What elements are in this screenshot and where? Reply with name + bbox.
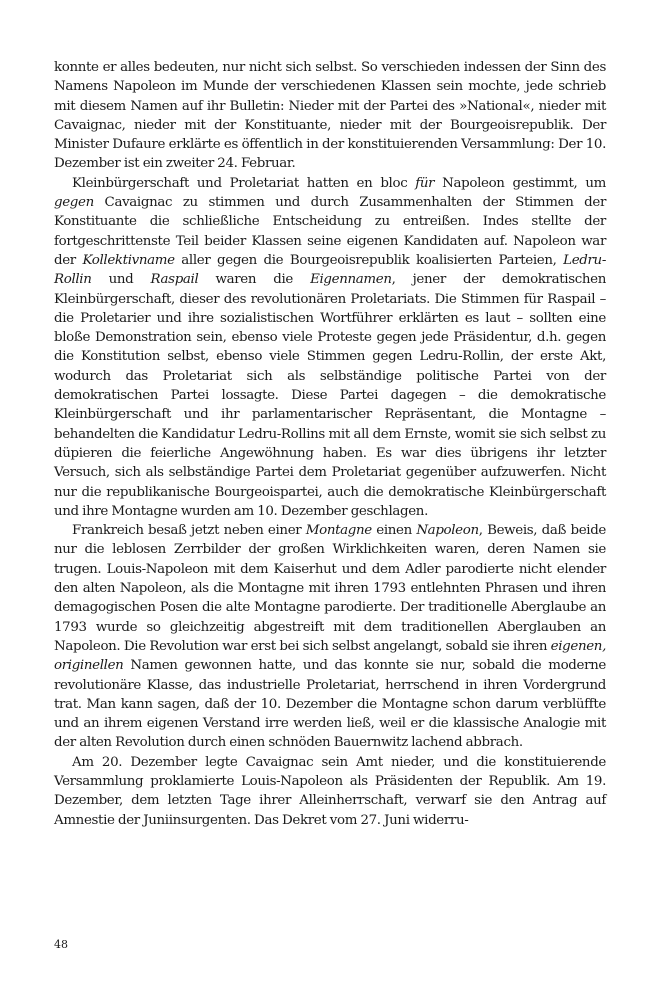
text-segment: Frankreich besaß jetzt neben einer (72, 523, 306, 539)
emphasis: Ledru-Rollin (54, 252, 606, 288)
text-segment: Am 20. Dezember legte Cavaignac sein Amt nieder, und die konstituierende Versammlung proklamierte Louis-Napoleon als Präsidenten der Republik. Am 19. Dezember, dem letzten Tage ihrer Alleinherrschaft, verwarf sie den Antrag auf Amnestie der Juniinsurgenten. Das Dekret vom 27. Juni widerru- (54, 754, 606, 828)
text-segment: und (91, 272, 151, 288)
emphasis: Raspail (150, 272, 199, 288)
paragraph-2 (54, 174, 606, 521)
emphasis: Eigennamen (310, 272, 392, 288)
text-segment: Kleinbürgerschaft und Proletariat hatten en bloc (72, 175, 416, 191)
emphasis: Kollektivname (82, 252, 175, 268)
page-number: 48 (54, 938, 68, 951)
text-segment: Namen gewonnen hatte, und das konnte sie nur, sobald die moderne revolutionäre Klasse, das industrielle Proletariat, herrschend in ihren Vordergrund trat. Man kann sagen, daß der 10. Dezember die Montagne schon darum verblüffte und an ihrem eigenen Verstand irre werden ließ, weil er die klassische Analogie mit der alten Revolution durch einen schnöden Bauernwitz lachend abbrach. (54, 658, 606, 751)
page-body (54, 58, 606, 830)
emphasis: eigenen, originellen (54, 638, 606, 674)
text-segment: , jener der demokratischen Kleinbürgerschaft, dieser des revolutionären Proletariats. Die Stimmen für Raspail – die Proletarier und ihre sozialistischen Wortführer erklärten es laut – sollten eine bloße Demonstration sein, ebenso viele Proteste gegen jede Präsidentur, d.h. gegen die Konstitution selbst, ebenso viele Stimmen gegen Ledru-Rollin, der erste Akt, wodurch das Proletariat sich als selbständige politische Partei von der demokratischen Partei lossagte. Diese Partei dagegen – die demokratische Kleinbürgerschaft und ihr parlamentarischer Repräsentant, die Montagne – behandelten die Kandidatur Ledru-Rollins mit all dem Ernste, womit sie sich selbst zu düpieren die feierliche Angewöhnung haben. Es war dies übrigens ihr letzter Versuch, sich als selbständige Partei dem Proletariat gegenüber aufzuwerfen. Nicht nur die republikanische Bourgeoispartei, auch die demokratische Kleinbürgerschaft und ihre Montagne wurden am 10. Dezember geschlagen. (54, 272, 606, 519)
emphasis: gegen (54, 195, 94, 211)
text-segment: konnte er alles bedeuten, nur nicht sich selbst. So verschieden indessen der Sinn des Namens Napoleon im Munde der verschiedenen Klassen sein mochte, jede schrieb mit diesem Namen auf ihr Bulletin: Nieder mit der Partei des »National«, nieder mit Cavaignac, nieder mit der Konstituante, nieder mit der Bourgeoisrepublik. Der Minister Dufaure erklärte es öffentlich in der konstituierenden Versammlung: Der 10. Dezember ist ein zweiter 24. Februar. (54, 60, 606, 172)
emphasis: Montagne (305, 523, 372, 539)
paragraph-1 (54, 58, 606, 174)
text-segment: Napoleon gestimmt, um (434, 175, 606, 191)
emphasis: Napoleon (416, 523, 479, 539)
text-segment: einen (371, 523, 417, 539)
text-segment: , Beweis, daß beide nur die leblosen Zerrbilder der großen Wirklichkeiten waren, deren Namen sie trugen. Louis-Napoleon mit dem Kaiserhut und dem Adler parodierte nicht elender den alten Napoleon, als die Montagne mit ihren 1793 entlehnten Phrasen und ihren demagogischen Posen die alte Montagne parodierte. Der traditionelle Aberglaube an 1793 wurde so gleichzeitig abgestreift mit dem traditionellen Aberglauben an Napoleon. Die Revolution war erst bei sich selbst angelangt, sobald sie ihren (54, 523, 606, 654)
text-segment: aller gegen die Bourgeoisrepublik koalisierten Parteien, (174, 252, 564, 268)
text-segment: Cavaignac zu stimmen und durch Zusammenhalten der Stimmen der Konstituante die schließliche Entscheidung zu entreißen. Indes stellte der fortgeschrittenste Teil beider Klassen seine eigenen Kandidaten auf. Napoleon war der (54, 195, 606, 268)
text-segment: waren die (198, 272, 311, 288)
paragraph-4 (54, 753, 606, 830)
paragraph-3 (54, 521, 606, 753)
emphasis: für (415, 175, 435, 191)
